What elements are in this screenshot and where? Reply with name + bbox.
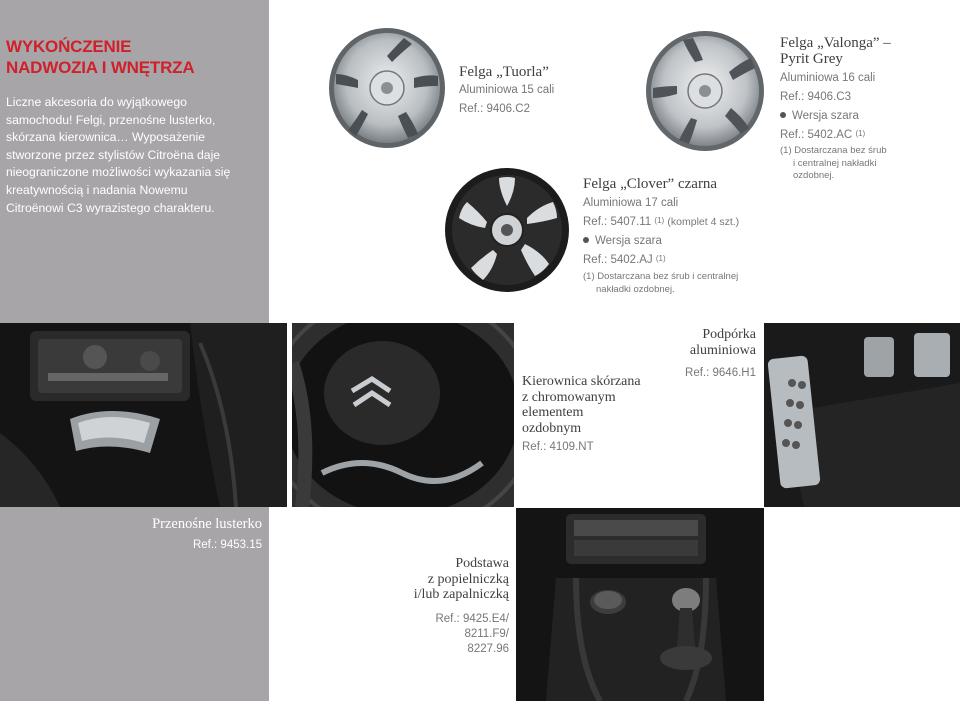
clover-variant-ref-code: Ref.: 5402.AJ (583, 254, 653, 266)
section-title-line2: NADWOZIA I WNĘTRZA (6, 58, 195, 77)
intro-line: samochodu! Felgi, przenośne lusterko, (6, 112, 216, 127)
bullet-icon (583, 237, 589, 243)
ashtray-ref-line: 8227.96 (467, 642, 509, 655)
tuorla-title: Felga „Tuorla” (459, 64, 549, 80)
valonga-spec: Aluminiowa 16 cali (780, 72, 876, 84)
footnote-line: nakładki ozdobnej. (596, 283, 675, 295)
pedal-info (640, 327, 756, 381)
clover-ref (583, 213, 739, 232)
clover-info (583, 176, 739, 296)
mirror-info (0, 517, 262, 553)
pedal-art (764, 323, 960, 507)
ashtray-title-line: z popielniczką (427, 571, 509, 587)
mirror-photo (0, 323, 287, 507)
pedal-title-line2: aluminiowa (689, 342, 756, 358)
steering-wheel-art (292, 323, 514, 507)
intro-line: Liczne akcesoria do wyjątkowego (6, 95, 187, 109)
steering-title-line: elementem (522, 405, 584, 420)
footnote-mark: (1) (855, 129, 866, 138)
intro-line: stworzone przez stylistów Citroëna daje (6, 147, 221, 162)
clover-footnote (583, 271, 739, 296)
steering-title-line: z chromowanym (522, 389, 616, 405)
steering-wheel-photo (292, 323, 514, 507)
ashtray-title-line: i/lub zapalniczką (413, 587, 509, 602)
valonga-variant (780, 107, 891, 126)
intro-line: Citroënowi C3 wyrazistego charakteru. (6, 200, 215, 215)
ashtray-art (516, 508, 764, 701)
clover-variant-ref (583, 251, 739, 270)
ashtray-ref-line: 8211.F9/ (464, 627, 509, 640)
valonga-ref: Ref.: 9406.C3 (780, 91, 851, 103)
footnote-line: i centralnej nakładki (793, 157, 877, 169)
valonga-variant-label: Wersja szara (792, 110, 859, 122)
pedal-photo (764, 323, 960, 507)
steering-title-line: ozdobnym (522, 420, 582, 436)
steering-info (522, 374, 641, 455)
ashtray-title-line: Podstawa (455, 556, 509, 571)
bullet-icon (780, 112, 786, 118)
footnote-mark: (1) (655, 254, 666, 263)
intro-paragraph (6, 94, 261, 217)
valonga-title-line2: Pyrit Grey (780, 51, 843, 67)
wheel-clover-image (441, 166, 573, 294)
mirror-title: Przenośne lusterko (152, 516, 262, 532)
intro-line: nieograniczone możliwości wykazania się (6, 165, 231, 180)
footnote-line: (1) Dostarczana bez śrub i centralnej (583, 271, 739, 282)
pedal-title-line1: Podpórka (702, 327, 756, 342)
valonga-variant-ref-code: Ref.: 5402.AC (780, 129, 853, 141)
footnote-mark: (1) (654, 216, 665, 225)
clover-ref-note: (komplet 4 szt.) (667, 216, 740, 228)
valonga-info (780, 35, 891, 183)
clover-ref-code: Ref.: 5407.11 (583, 216, 652, 228)
wheel-tuorla-image (326, 26, 448, 150)
tuorla-ref: Ref.: 9406.C2 (459, 103, 530, 115)
valonga-footnote (780, 145, 891, 183)
clover-title: Felga „Clover” czarna (583, 176, 718, 192)
valonga-variant-ref (780, 126, 891, 145)
clover-variant-label: Wersja szara (595, 235, 662, 247)
section-title (6, 36, 261, 78)
steering-title-line: Kierownica skórzana (522, 374, 641, 389)
valonga-title-line1: Felga „Valonga” – (780, 35, 891, 51)
mirror-photo-art (0, 323, 287, 507)
mirror-ref: Ref.: 9453.15 (192, 538, 262, 551)
pedal-ref: Ref.: 9646.H1 (685, 367, 756, 379)
footnote-line: (1) Dostarczana bez śrub (780, 145, 887, 156)
ashtray-ref-line: Ref.: 9425.E4/ (435, 612, 509, 625)
footnote-line: ozdobnej. (793, 170, 835, 181)
tuorla-info (459, 64, 554, 119)
ashtray-info (380, 556, 509, 657)
intro-line: kreatywnością i nadania Nowemu (6, 182, 188, 197)
ashtray-photo (516, 508, 764, 701)
clover-spec: Aluminiowa 17 cali (583, 197, 679, 209)
steering-ref: Ref.: 4109.NT (522, 441, 594, 453)
wheel-valonga-image (643, 28, 767, 154)
tuorla-spec: Aluminiowa 15 cali (459, 84, 555, 96)
clover-variant (583, 232, 739, 251)
section-title-line1: WYKOŃCZENIE (6, 37, 132, 56)
intro-line: skórzana kierownica… Wyposażenie (6, 130, 206, 145)
